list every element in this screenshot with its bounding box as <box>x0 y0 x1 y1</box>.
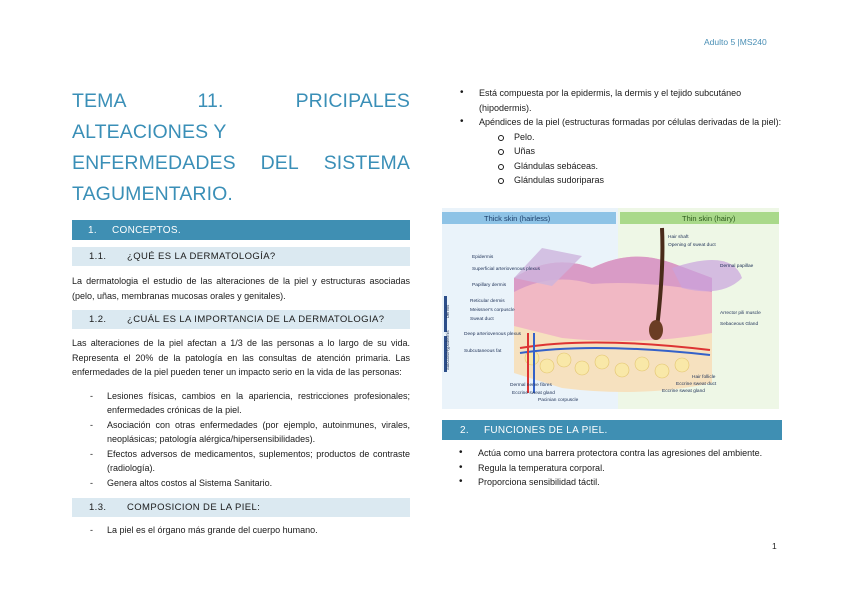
skin-diagram-svg <box>442 208 779 409</box>
subsection-1-2-heading: 1.2. ¿CUÁL ES LA IMPORTANCIA DE LA DERMATOLOGIA? <box>72 310 410 329</box>
label-reticular-dermis: Reticular dermis <box>470 299 505 304</box>
list-item: - Genera altos costos al Sistema Sanitario. <box>72 476 410 491</box>
functions-list <box>440 446 782 490</box>
thin-skin-label: Thin skin (hairy) <box>682 214 736 223</box>
title-line-2: ENFERMEDADES DEL SISTEMA <box>72 152 410 174</box>
list-item: Glándulas sudoriparas <box>441 173 783 188</box>
composition-list <box>72 523 410 538</box>
label-sebaceous: Sebaceous Gland <box>720 322 759 327</box>
label-hypodermis-side: Subcutis/Hypodermis <box>445 330 450 370</box>
section-1-heading: 1. CONCEPTOS. <box>72 220 410 240</box>
left-column <box>72 86 410 538</box>
label-epidermis: Epidermis <box>472 255 494 260</box>
label-sweat-opening: Opening of sweat duct <box>668 243 716 248</box>
subsection-1-2-text: Las alteraciones de la piel afectan a 1/3 de las personas a lo largo de su vida. Representa el 20% de la patología en las consultas de atención primaria. Las enfermedades de la piel pueden tener un impacto serio en la vida de las personas: <box>72 338 410 377</box>
label-dermis-side: Dermis <box>445 304 450 318</box>
list-item: Pelo. <box>441 130 783 145</box>
label-nerve-fibres: Dermal nerve fibres <box>510 383 552 388</box>
list-item: Uñas <box>441 144 783 159</box>
page-number: 1 <box>772 541 777 551</box>
list-item: - Efectos adversos de medicamentos, suplementos; productos de contraste (radiología). <box>72 447 410 476</box>
label-sweat-duct: Sweat duct <box>470 317 494 322</box>
list-item: • Actúa como una barrera protectora contra las agresiones del ambiente. <box>440 446 782 461</box>
page-title <box>72 86 410 210</box>
section-2 <box>457 420 782 490</box>
label-hair-follicle: Hair follicle <box>692 375 716 380</box>
section-2-heading: 2. FUNCIONES DE LA PIEL. <box>442 420 782 440</box>
label-eccrine-gland-left: Eccrine sweat gland <box>512 391 555 396</box>
thick-skin-label: Thick skin (hairless) <box>484 214 551 223</box>
list-item: • Regula la temperatura corporal. <box>440 461 782 476</box>
label-papillary-dermis: Papillary dermis <box>472 283 507 288</box>
title-line-1: TEMA 11. PRICIPALES ALTEACIONES Y <box>72 90 410 143</box>
label-arrector-pili: Arrector pili muscle <box>720 311 761 316</box>
label-meissner: Meissner's corpuscle <box>470 308 515 313</box>
label-superficial-plexus: Superficial arteriovenous plexus <box>472 267 540 272</box>
hair-follicle <box>649 320 663 340</box>
subsection-1-1-text: La dermatologia el estudio de las alteraciones de la piel y estructuras asociadas (pelo, uñas, membranas mucosas orales y genitales). <box>72 276 410 301</box>
label-eccrine-gland-right: Eccrine sweat gland <box>662 389 705 394</box>
importance-list <box>72 389 410 491</box>
list-item: Glándulas sebáceas. <box>441 159 783 174</box>
label-subcutaneous-fat: Subcutaneous fat <box>464 349 502 354</box>
title-line-3: TAGUMENTARIO. <box>72 183 233 205</box>
list-item: - La piel es el órgano más grande del cuerpo humano. <box>72 523 410 538</box>
label-dermal-papillae: Dermal papillae <box>720 264 754 269</box>
list-item: • Está compuesta por la epidermis, la dermis y el tejido subcutáneo (hipodermis). <box>441 86 783 115</box>
list-item: • Apéndices de la piel (estructuras formadas por células derivadas de la piel): Pelo. Uñas Glándulas sebáceas. Glándulas sudoriparas <box>441 115 783 188</box>
header-tag: Adulto 5 |MS240 <box>704 37 767 47</box>
list-item: - Lesiones físicas, cambios en la apariencia, restricciones profesionales; enfermedades crónicas de la piel. <box>72 389 410 418</box>
appendages-list <box>479 130 783 188</box>
skin-diagram <box>442 208 779 409</box>
list-item: - Asociación con otras enfermedades (por ejemplo, autoinmunes, virales, neoplásicas; patología alérgica/hipersensibilidades). <box>72 418 410 447</box>
label-eccrine-duct: Eccrine sweat duct <box>676 382 717 387</box>
right-column <box>441 86 783 188</box>
subsection-1-3-heading: 1.3. COMPOSICION DE LA PIEL: <box>72 498 410 517</box>
label-deep-plexus: Deep arteriovenous plexus <box>464 332 522 337</box>
list-item: • Proporciona sensibilidad táctil. <box>440 475 782 490</box>
label-pacinian: Pacinian corpuscle <box>538 398 579 403</box>
subsection-1-1-heading: 1.1. ¿QUÉ ES LA DERMATOLOGÍA? <box>72 247 410 266</box>
label-hair-shaft: Hair shaft <box>668 235 689 240</box>
composition-bullets <box>441 86 783 188</box>
